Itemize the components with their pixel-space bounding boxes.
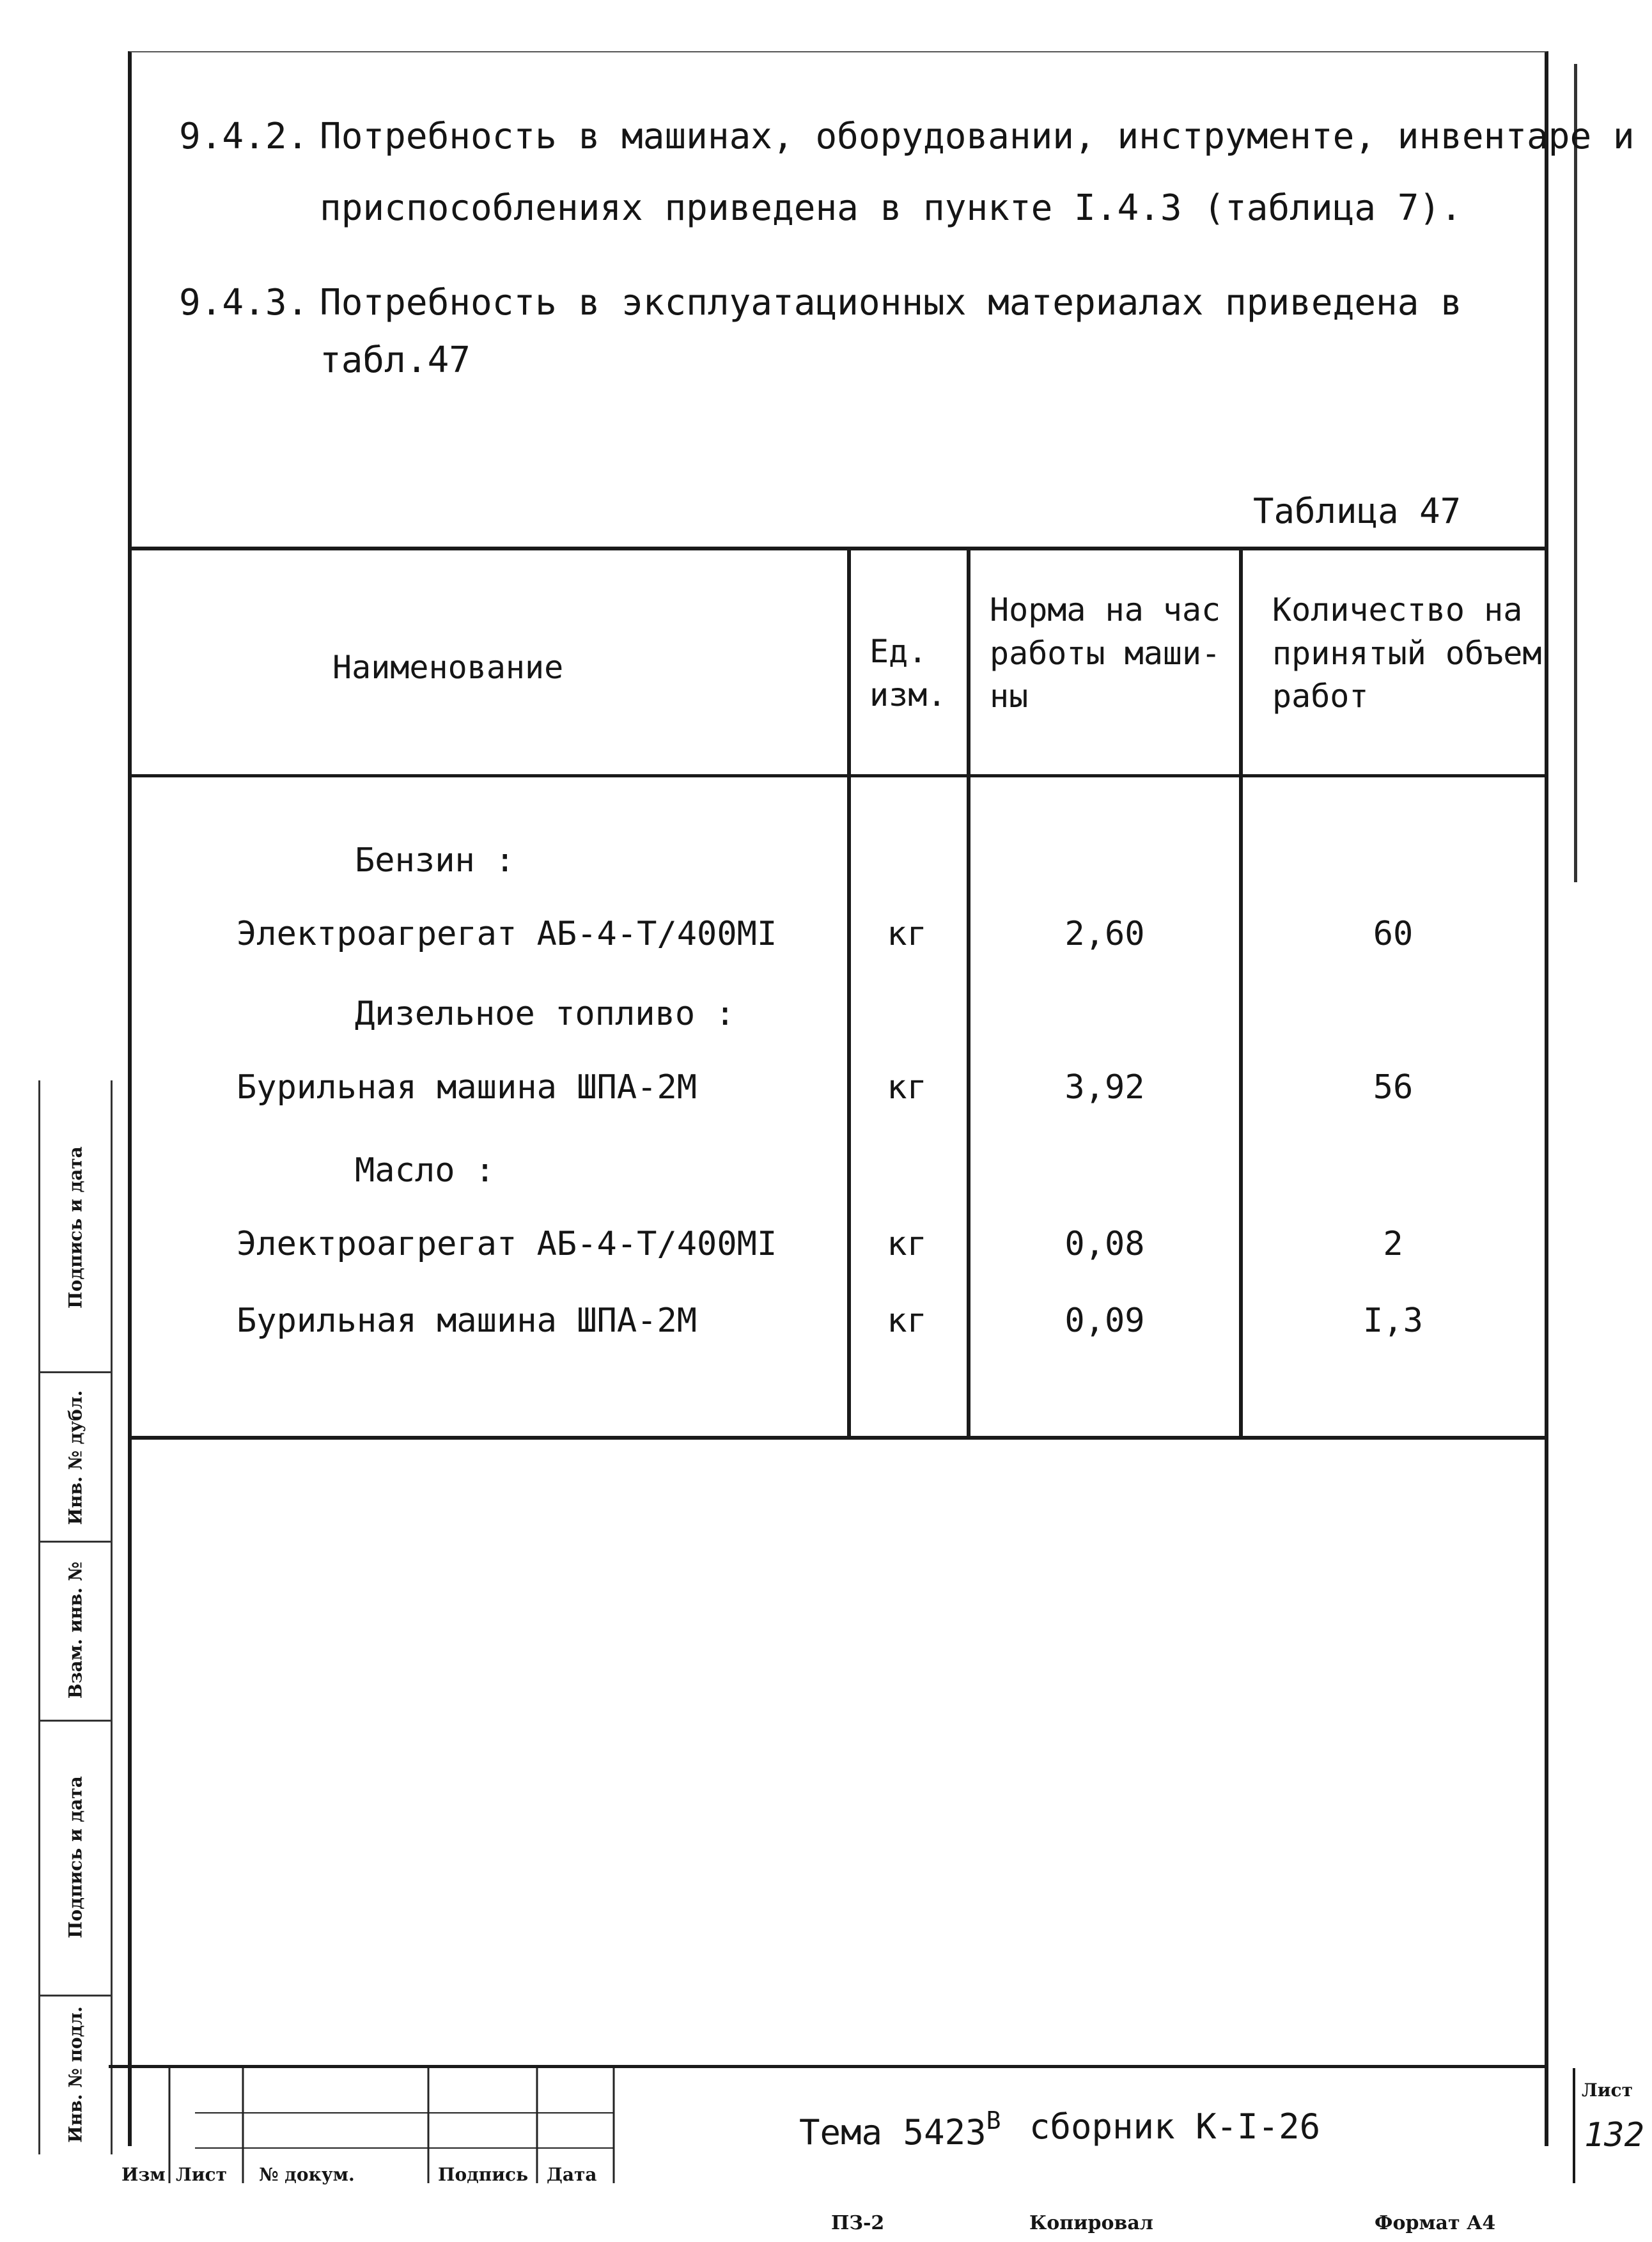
footer-format-code: ПЗ-2 <box>831 2212 885 2234</box>
header-qty-line: Количество на <box>1272 591 1523 628</box>
materials-table <box>128 547 1545 1440</box>
stamp-izm-label: Изм <box>121 2164 166 2185</box>
row-qty: 56 <box>1373 1068 1414 1107</box>
header-norm-line: работы маши- <box>990 634 1221 672</box>
header-qty <box>1272 589 1541 719</box>
paragraph-9-4-2-line1: Потребность в машинах, оборудовании, инструменте, инвентаре и <box>320 116 1635 157</box>
row-unit: кг <box>887 915 927 953</box>
header-unit-line: изм. <box>869 676 947 713</box>
sheet-number: 132 <box>1584 2116 1644 2154</box>
side-stamp <box>38 1080 113 2154</box>
row-qty: 60 <box>1373 915 1414 953</box>
row-name: Бурильная машина ШПА-2М <box>237 1302 697 1340</box>
paragraph-9-4-2-line2: приспособлениях приведена в пункте I.4.3 (таблица 7). <box>320 187 1462 229</box>
group-title: Масло : <box>355 1151 495 1190</box>
row-norm: 2,60 <box>1064 915 1145 953</box>
header-qty-line: принятый объем <box>1272 634 1542 672</box>
row-norm: 0,08 <box>1064 1225 1145 1263</box>
stamp-date-label: Дата <box>547 2164 597 2185</box>
side-divider <box>40 1720 111 1722</box>
header-norm-line: ны <box>990 678 1029 715</box>
header-norm <box>990 589 1220 719</box>
tema-superscript: В <box>986 2106 1001 2135</box>
group-title: Бензин : <box>355 841 515 880</box>
row-name: Бурильная машина ШПА-2М <box>237 1068 697 1107</box>
table-caption: Таблица 47 <box>1253 491 1461 531</box>
stamp-list-label: Лист <box>176 2164 227 2185</box>
sheet-box <box>1573 2068 1652 2183</box>
paragraph-9-4-2-number: 9.4.2. <box>179 116 309 157</box>
header-unit-line: Ед. <box>869 633 928 670</box>
paragraph-9-4-3-number: 9.4.3. <box>179 282 309 323</box>
header-name: Наименование <box>332 649 564 686</box>
stamp-tema <box>799 2106 1001 2152</box>
title-block <box>109 2065 1644 2185</box>
row-norm: 0,09 <box>1064 1302 1145 1340</box>
stamp-doc-label: № докум. <box>259 2164 355 2185</box>
margin-mark <box>1574 64 1577 882</box>
sheet-label: Лист <box>1582 2080 1633 2101</box>
row-qty: I,3 <box>1363 1302 1423 1340</box>
header-norm-line: Норма на час <box>990 591 1221 628</box>
side-divider <box>40 1995 111 1997</box>
row-unit: кг <box>887 1302 927 1340</box>
side-label: Взам. инв. № <box>65 1561 86 1699</box>
row-name: Электроагрегат АБ-4-Т/400МI <box>237 1225 777 1263</box>
tema-text: Тема 5423 <box>799 2112 986 2152</box>
header-qty-line: работ <box>1272 678 1369 715</box>
side-label: Инв. № подл. <box>65 2006 86 2143</box>
header-divider <box>128 774 1545 777</box>
stamp-sign-label: Подпись <box>438 2164 529 2185</box>
group-title: Дизельное топливо : <box>355 995 735 1033</box>
side-label: Подпись и дата <box>65 1776 86 1938</box>
side-divider <box>40 1371 111 1373</box>
paragraph-9-4-3-line1: Потребность в эксплуатационных материалах приведена в <box>320 282 1462 323</box>
row-unit: кг <box>887 1225 927 1263</box>
footer-copied: Копировал <box>1029 2212 1153 2234</box>
row-name: Электроагрегат АБ-4-Т/400МI <box>237 915 777 953</box>
side-label: Подпись и дата <box>65 1146 86 1309</box>
side-label: Инв. № дубл. <box>65 1390 86 1525</box>
side-divider <box>40 1541 111 1543</box>
row-norm: 3,92 <box>1064 1068 1145 1107</box>
header-unit <box>869 630 946 717</box>
row-unit: кг <box>887 1068 927 1107</box>
footer-format: Формат А4 <box>1375 2212 1496 2234</box>
stamp-sbornik: сборник К-I-26 <box>1029 2106 1321 2147</box>
row-qty: 2 <box>1383 1225 1403 1263</box>
paragraph-9-4-3-line2: табл.47 <box>320 339 471 381</box>
